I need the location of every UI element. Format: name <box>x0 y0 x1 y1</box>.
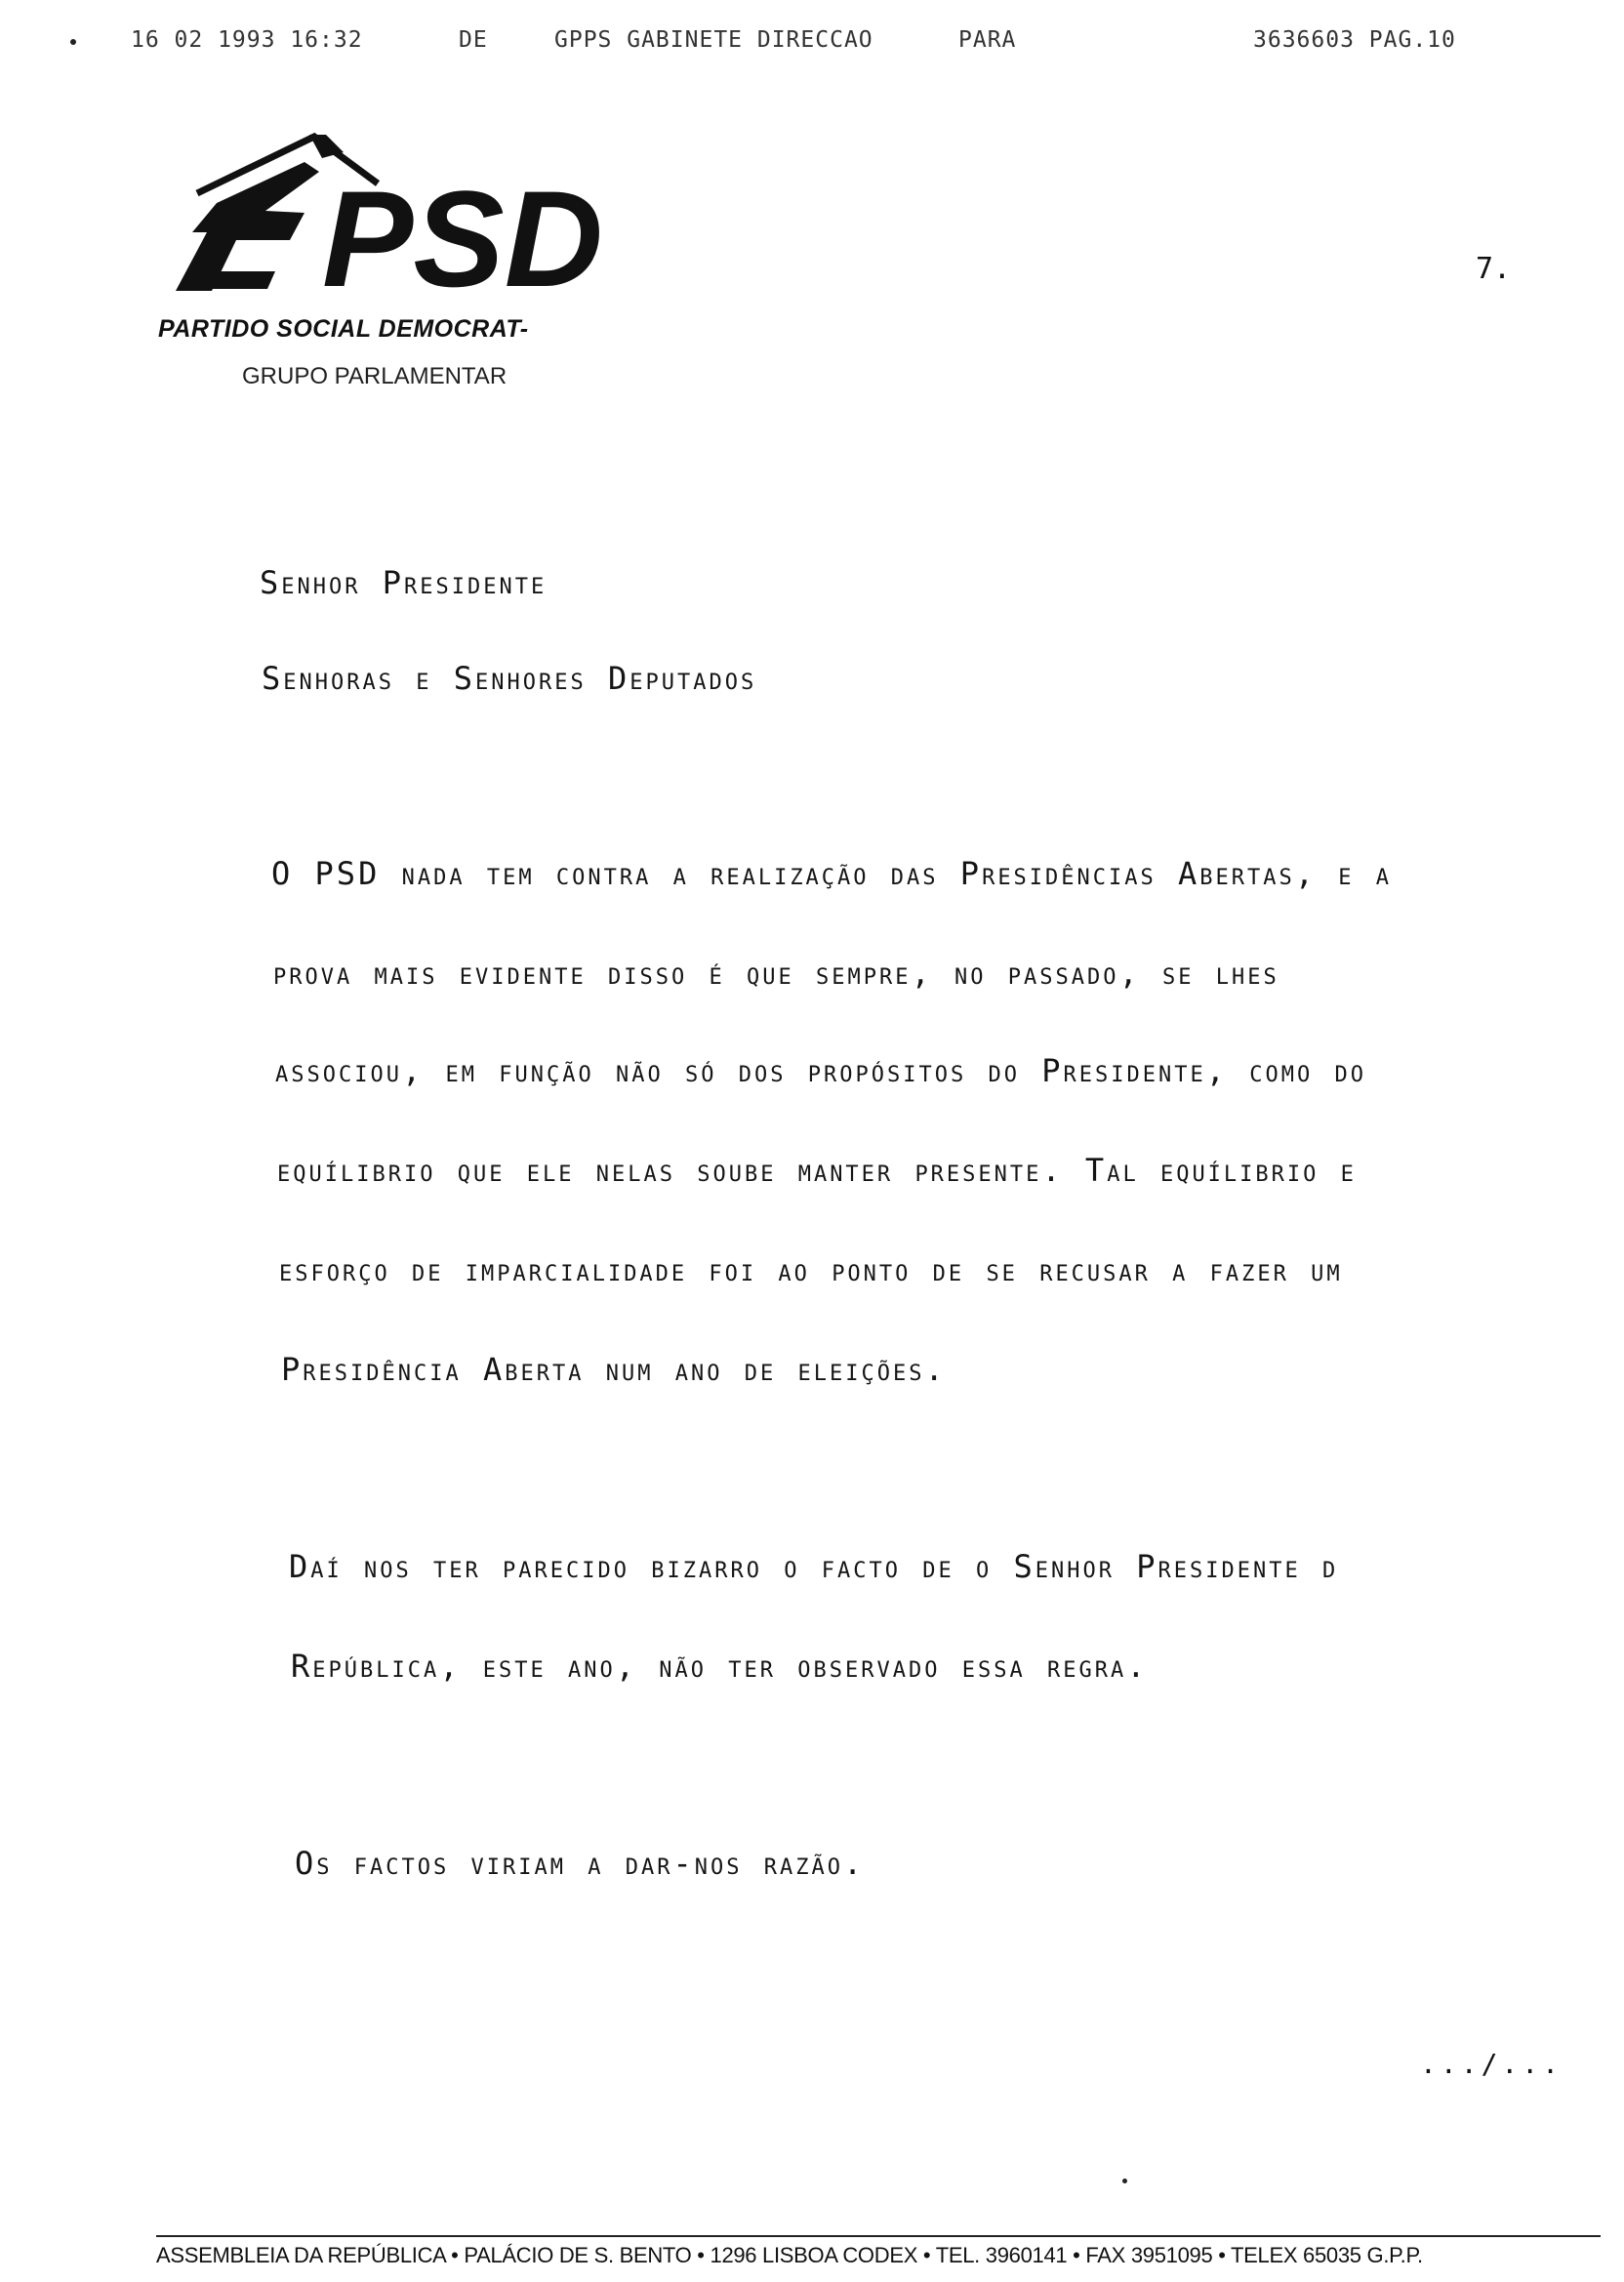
fax-number-page: 3636603 PAG.10 <box>1253 27 1456 53</box>
fax-datetime: 16 02 1993 16:32 <box>131 27 363 53</box>
parliamentary-group: GRUPO PARLAMENTAR <box>242 363 508 389</box>
party-name <box>158 315 529 344</box>
fax-mark-dot <box>70 39 76 45</box>
psd-wordmark: PSD <box>322 162 603 315</box>
paragraph-2-line-2: República, este ano, não ter observado essa regra. <box>291 1648 1149 1685</box>
footer-address: ASSEMBLEIA DA REPÚBLICA • PALÁCIO DE S. BENTO • 1296 LISBOA CODEX • TEL. 3960141 • FAX 3951095 • TELEX 65035 G.P.P. <box>156 2243 1423 2267</box>
continuation-mark: .../... <box>1420 2048 1563 2080</box>
psd-arrow-icon <box>158 125 627 320</box>
page-number: 7. <box>1476 252 1512 286</box>
salutation-line-2: Senhoras e Senhores Deputados <box>262 660 757 697</box>
fax-sender: GPPS GABINETE DIRECCAO <box>554 27 873 53</box>
salutation-line-1: Senhor Presidente <box>260 564 548 601</box>
party-name-rest: SOCIAL DEMOCRAT- <box>276 315 529 343</box>
paragraph-1-line-3: associou, em função não só dos propósitos do Presidente, como do <box>275 1052 1366 1089</box>
footer-rule <box>156 2235 1601 2237</box>
paragraph-1-line-2: prova mais evidente disso é que sempre, no passado, se lhes <box>273 955 1279 992</box>
fax-de-label: DE <box>459 27 488 53</box>
fax-para-label: PARA <box>958 27 1017 53</box>
paragraph-3: Os factos viriam a dar-nos razão. <box>295 1845 866 1882</box>
paragraph-1-line-5: esforço de imparcialidade foi ao ponto de se recusar a fazer um <box>279 1251 1343 1288</box>
stray-mark <box>1122 2179 1127 2183</box>
paragraph-2-line-1: Daí nos ter parecido bizarro o facto de o Senhor Presidente d <box>289 1548 1339 1585</box>
party-name-bold: PARTIDO <box>158 315 269 343</box>
paragraph-1-line-6: Presidência Aberta num ano de eleições. <box>281 1351 947 1388</box>
psd-logo <box>158 125 627 398</box>
paragraph-1-line-1: O PSD nada tem contra a realização das Presidências Abertas, e a <box>271 855 1393 892</box>
paragraph-1-line-4: equílibrio que ele nelas soube manter presente. Tal equílibrio e <box>277 1152 1357 1189</box>
